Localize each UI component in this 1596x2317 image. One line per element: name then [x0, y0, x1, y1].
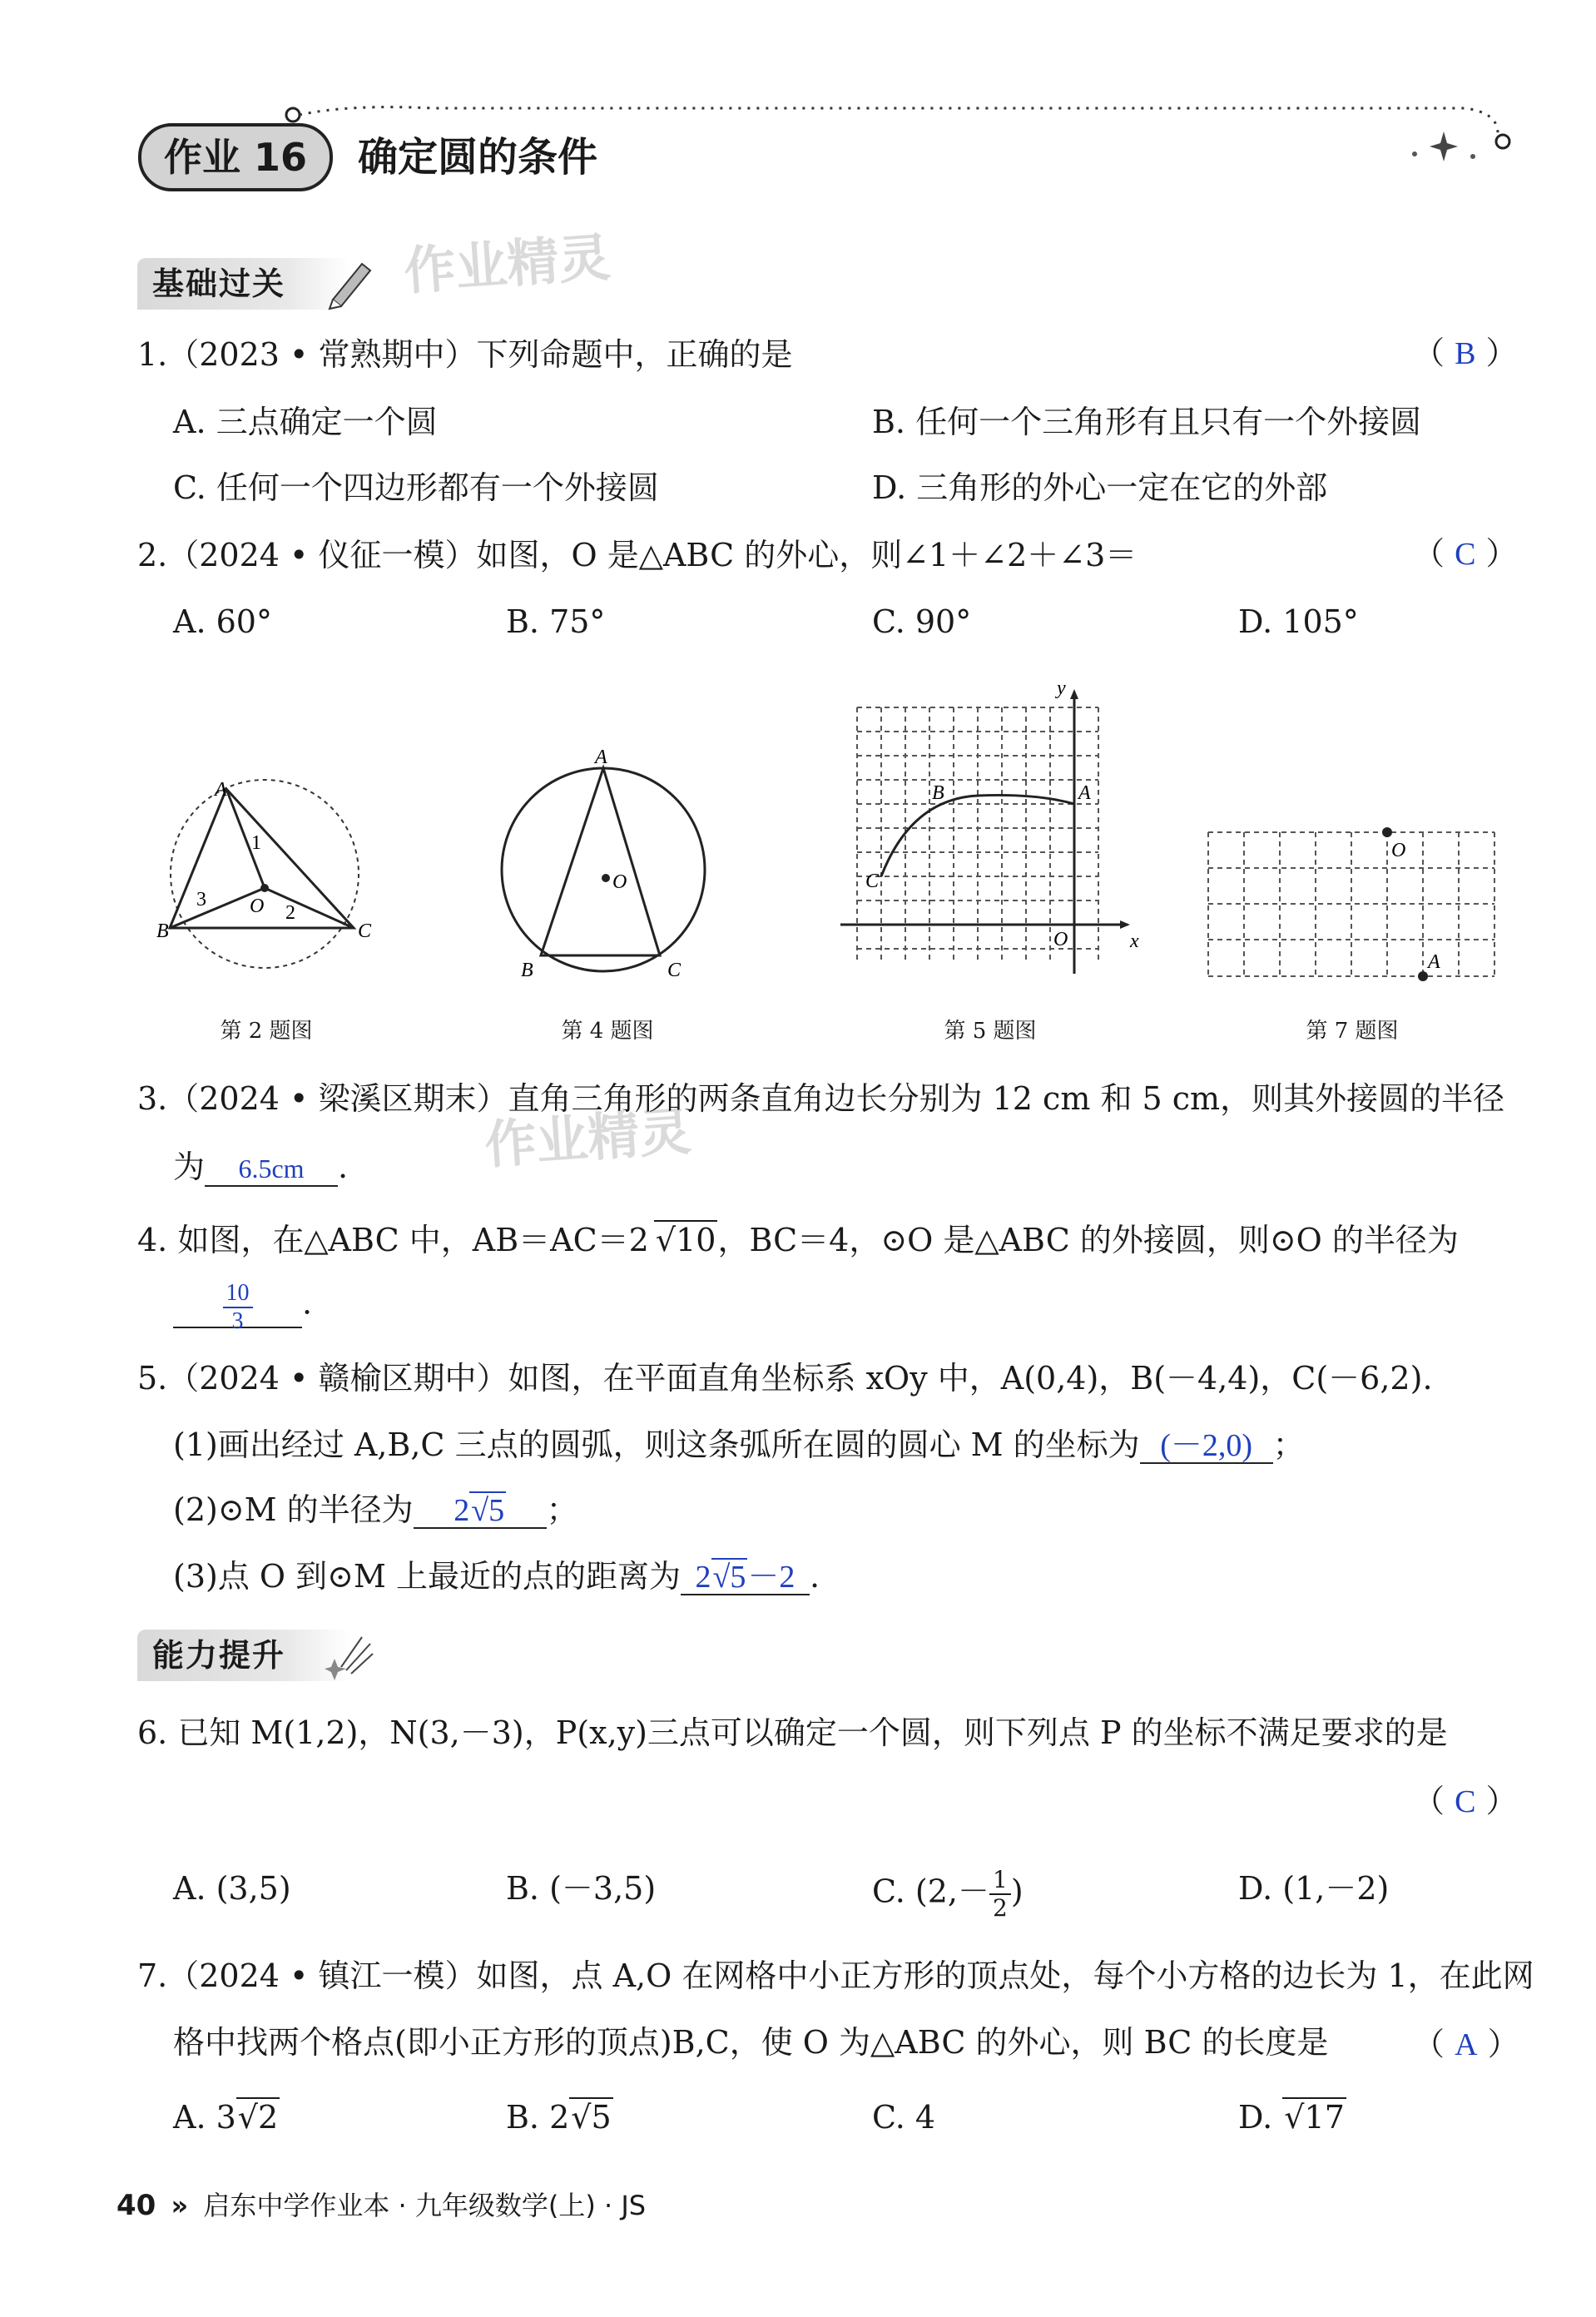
fig2-angle-1: 1	[251, 832, 261, 854]
q5-answer-3-radicand: 5	[730, 1560, 746, 1595]
fig2-label-o: O	[250, 896, 265, 917]
sparkle-icon	[325, 1625, 383, 1684]
fig5-label-o: O	[1053, 929, 1068, 950]
q5-part-1-suffix: ；	[1272, 1426, 1305, 1463]
q1-option-c: C. 任何一个四边形都有一个外接圆	[173, 469, 659, 506]
fig2-angle-3: 3	[196, 889, 206, 910]
q3-stem: 3.（2024 • 梁溪区期末）直角三角形的两条直角边长分别为 12 cm 和 5 cm，则其外接圆的半径	[137, 1080, 1505, 1117]
footer-arrows-icon: »	[171, 2190, 189, 2221]
q4-suffix: .	[302, 1284, 313, 1322]
book-title: 启东中学作业本 · 九年级数学(上) · JS	[203, 2190, 647, 2221]
fig2-label-b: B	[156, 920, 169, 942]
fig5-label-y: y	[1057, 677, 1066, 699]
q7-option-c: C. 4	[872, 2099, 936, 2136]
fig7-label-a: A	[1428, 951, 1440, 973]
fig4-label-c: C	[667, 960, 682, 981]
fig4-label-b: B	[521, 960, 533, 981]
fig4-label-a: A	[595, 747, 607, 768]
q2-option-d: D. 105°	[1238, 603, 1359, 640]
q6-option-c	[872, 1868, 1024, 1920]
page-number: 40	[116, 2189, 156, 2222]
q1-answer-bracket: （ B ）	[1413, 335, 1518, 371]
fig5-label-a: A	[1078, 782, 1091, 804]
figure-7	[1198, 820, 1506, 986]
q4-sqrt-value: 10	[676, 1222, 716, 1258]
q6-option-a: A. (3,5)	[173, 1870, 291, 1907]
q7-stem-line-2: 格中找两个格点(即小正方形的顶点)B,C，使 O 为△ABC 的外心，则 BC 的长度是	[173, 2024, 1329, 2061]
q5-answer-3-coef: 2	[695, 1560, 711, 1595]
q4-text-a: 4. 如图，在△ABC 中，AB＝AC＝2	[137, 1222, 649, 1258]
q5-part-3	[173, 1556, 820, 1596]
q7-answer: A	[1455, 2027, 1478, 2062]
fig2-label-a: A	[215, 779, 227, 801]
figure-4	[491, 745, 724, 986]
figure-2-caption: 第 2 题图	[220, 1019, 313, 1044]
q1-stem: 1.（2023 • 常熟期中）下列命题中，正确的是	[137, 336, 793, 373]
figure-4-caption: 第 4 题图	[561, 1019, 654, 1044]
q1-option-b: B. 任何一个三角形有且只有一个外接圆	[872, 404, 1422, 440]
header-decoration	[0, 0, 1596, 225]
q5-part-1	[173, 1425, 1305, 1465]
figure-7-caption: 第 7 题图	[1306, 1019, 1399, 1044]
q7-option-b: B. 2√5	[506, 2099, 612, 2136]
section-advanced: 能力提升	[137, 1630, 349, 1681]
q7-option-d-radicand: 17	[1304, 2099, 1345, 2136]
q7-option-a: A. 3√2	[173, 2099, 279, 2136]
q3-answer: 6.5cm	[238, 1154, 305, 1183]
q7-option-d-label: D.	[1238, 2099, 1273, 2136]
fig5-label-x: x	[1130, 930, 1139, 952]
q5-part-1-text: (1)画出经过 A,B,C 三点的圆弧，则这条弧所在圆的圆心 M 的坐标为	[173, 1426, 1140, 1463]
fig4-label-o: O	[612, 871, 627, 893]
q7-option-a-text: A. 3	[173, 2099, 236, 2136]
q7-option-b-radicand: 5	[591, 2099, 612, 2136]
page-title: 确定圆的条件	[358, 134, 598, 181]
q7-stem-line-1: 7.（2024 • 镇江一模）如图，点 A,O 在网格中小正方形的顶点处，每个小方格的边长为 1，在此网	[137, 1957, 1534, 1994]
q2-option-b: B. 75°	[506, 603, 606, 640]
footer	[116, 2185, 646, 2226]
q6-option-b: B. (－3,5)	[506, 1870, 657, 1907]
pencil-icon	[325, 254, 374, 312]
q3-suffix: .	[338, 1149, 349, 1185]
q3-prefix: 为	[173, 1149, 206, 1185]
q1-answer: B	[1455, 336, 1476, 371]
q1-option-a: A. 三点确定一个圆	[173, 404, 438, 440]
q5-part-2-suffix: ；	[546, 1491, 578, 1528]
q6-option-c-open: (2,－	[914, 1873, 989, 1910]
fig5-label-c: C	[865, 871, 880, 892]
q6-option-c-close: )	[1010, 1873, 1024, 1910]
fig7-label-o: O	[1391, 840, 1406, 861]
q2-stem: 2.（2024 • 仪征一模）如图，O 是△ABC 的外心，则∠1＋∠2＋∠3＝	[137, 537, 1138, 573]
watermark-2: 作业精灵	[483, 1100, 693, 1176]
q4-answer-numerator: 10	[223, 1282, 253, 1308]
q6-option-c-numerator: 1	[989, 1868, 1011, 1895]
q6-option-c-fraction	[989, 1868, 1011, 1920]
q6-option-d: D. (1,－2)	[1238, 1870, 1390, 1907]
q4-answer-denominator: 3	[231, 1308, 244, 1334]
q4-answer-line	[173, 1278, 312, 1337]
q5-part-2	[173, 1490, 578, 1530]
q3-answer-line	[173, 1147, 348, 1187]
q2-option-c: C. 90°	[872, 603, 972, 640]
q1-option-d: D. 三角形的外心一定在它的外部	[872, 469, 1328, 506]
q5-part-2-text: (2)⊙M 的半径为	[173, 1491, 414, 1528]
q5-answer-3: 2√5－2	[695, 1560, 796, 1595]
q5-answer-2-radicand: 5	[488, 1493, 505, 1528]
figure-5-caption: 第 5 题图	[944, 1019, 1037, 1044]
section-basic: 基础过关	[137, 258, 349, 310]
q5-answer-1: (－2,0)	[1160, 1428, 1253, 1463]
q6-stem: 6. 已知 M(1,2)，N(3,－3)，P(x,y)三点可以确定一个圆，则下列点 P 的坐标不满足要求的是	[137, 1714, 1448, 1751]
fig2-angle-2: 2	[285, 902, 295, 924]
q6-option-c-denominator: 2	[993, 1894, 1008, 1922]
q7-option-b-text: B. 2	[506, 2099, 570, 2136]
q5-answer-3-tail: －2	[747, 1560, 796, 1595]
fig5-label-b: B	[932, 782, 944, 804]
figure-5	[832, 674, 1157, 990]
q4-stem: 4. 如图，在△ABC 中，AB＝AC＝2 √10，BC＝4，⊙O 是△ABC 的外接圆，则⊙O 的半径为	[137, 1222, 1459, 1258]
q7-option-a-radicand: 2	[258, 2099, 279, 2136]
q4-text-b: ，BC＝4，⊙O 是△ABC 的外接圆，则⊙O 的半径为	[717, 1222, 1459, 1258]
q5-part-3-suffix: .	[809, 1558, 820, 1595]
q2-answer: C	[1455, 537, 1476, 572]
q6-answer: C	[1455, 1784, 1476, 1819]
q5-answer-2-coef: 2	[454, 1493, 470, 1528]
figure-2	[150, 766, 391, 990]
q5-part-3-text: (3)点 O 到⊙M 上最近的点的距离为	[173, 1558, 681, 1595]
watermark: 作业精灵	[402, 226, 612, 302]
header	[0, 0, 1596, 225]
q6-option-c-label: C.	[872, 1873, 905, 1910]
q5-stem: 5.（2024 • 赣榆区期中）如图，在平面直角坐标系 xOy 中，A(0,4)，B(－4,4)，C(－6,2).	[137, 1360, 1433, 1397]
homework-badge: 作业 16	[163, 135, 308, 180]
q5-answer-2: 2√5	[454, 1493, 505, 1528]
q6-answer-bracket: （ C ）	[1413, 1783, 1518, 1819]
q7-answer-bracket: （ A ）	[1413, 2026, 1519, 2062]
q7-option-d: D. √17	[1238, 2099, 1345, 2136]
q2-answer-bracket: （ C ）	[1413, 535, 1518, 572]
q2-option-a: A. 60°	[173, 603, 272, 640]
q4-answer	[223, 1282, 253, 1333]
fig2-label-c: C	[358, 920, 372, 942]
